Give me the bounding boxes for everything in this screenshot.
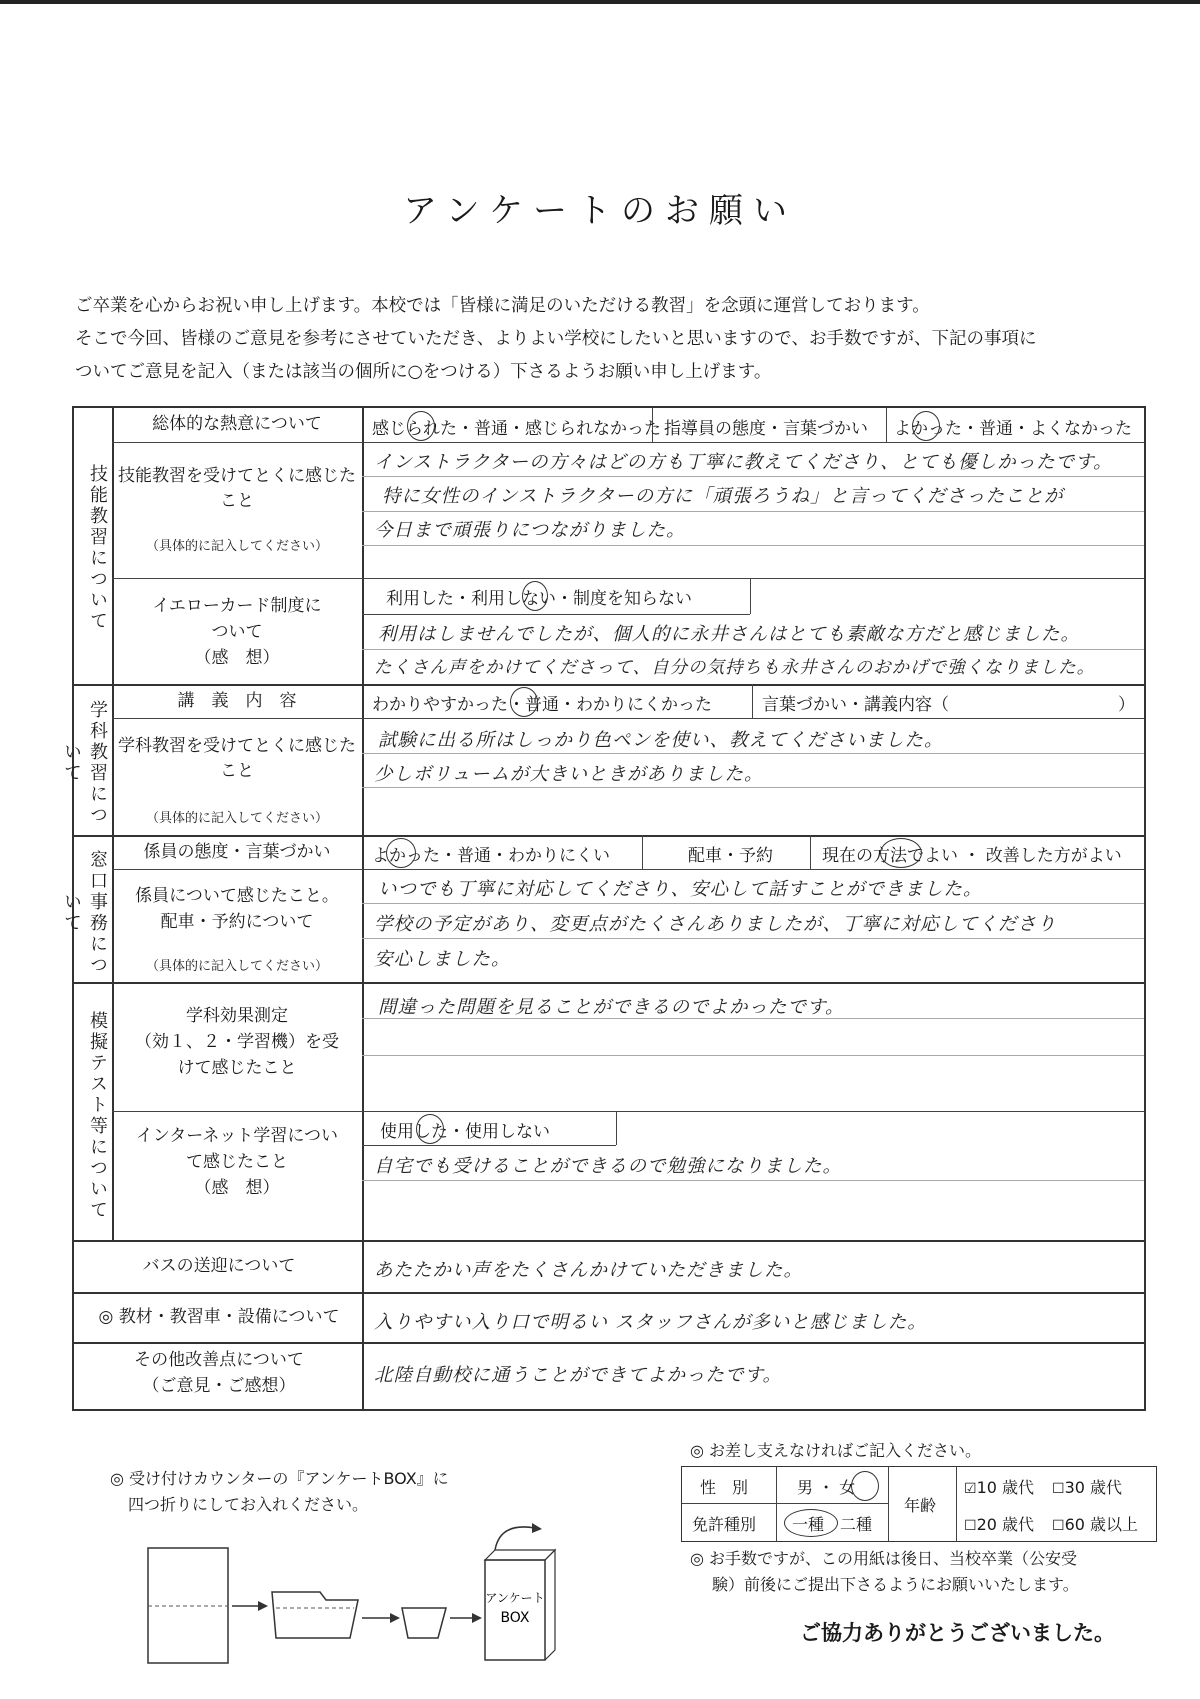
- arrow-curve-icon: [495, 1527, 535, 1550]
- intro-line: ついてご意見を記入（または該当の個所に○をつける）下さるようお願い申し上げます。: [75, 362, 772, 382]
- handwritten-answer: 入りやすい入り口で明るい スタッフさんが多いと感じました。: [374, 1312, 927, 1333]
- selection-circle: [880, 838, 922, 868]
- survey-table: [61, 406, 1146, 1411]
- submit-note: 験）前後にご提出下さるようにお願いいたします。: [712, 1575, 1079, 1594]
- effect-test-label: けて感じたこと: [177, 1058, 297, 1078]
- office-impression-note: （具体的に記入してください）: [145, 959, 328, 974]
- page-title: アンケートのお願い: [403, 191, 797, 231]
- selection-circle: [784, 1509, 838, 1537]
- handwritten-answer: インストラクターの方々はどの方も丁寧に教えてくださり、とても優しかったです。: [374, 452, 1113, 473]
- lecture-other-label: 言葉づかい・講義内容（: [762, 695, 949, 715]
- lecture-content-options[interactable]: わかりやすかった・普通・わかりにくかった: [372, 695, 712, 715]
- license-options[interactable]: 一種 二種: [792, 1515, 873, 1534]
- box-label: アンケート: [485, 1591, 545, 1605]
- section-divider: [74, 835, 1144, 837]
- section-heading-lecture: 学科教習について: [61, 700, 108, 826]
- office-impression-label: 配車・予約について: [160, 912, 314, 932]
- facility-label: ◎ 教材・教習車・設備について: [98, 1307, 340, 1327]
- handwritten-answer: たくさん声をかけてくださって、自分の気持ちも永井さんのおかげで強くなりました。: [374, 658, 1096, 678]
- info-table: [681, 1466, 1157, 1542]
- license-label: 免許種別: [692, 1515, 757, 1534]
- selection-circle: [851, 1471, 879, 1501]
- age-label: 年齢: [904, 1496, 937, 1515]
- effect-test-label: 学科効果測定: [186, 1006, 288, 1026]
- selection-circle: [912, 411, 940, 441]
- selection-circle: [510, 687, 538, 717]
- gender-options[interactable]: 男 ・ 女: [797, 1478, 856, 1497]
- age-60-checkbox[interactable]: ☐60 歳以上: [1052, 1515, 1139, 1534]
- handwritten-answer: 自宅でも受けることができるので勉強になりました。: [374, 1156, 843, 1177]
- intro-line: そこで今回、皆様のご意見を参考にさせていただき、よりよい学校にしたいと思いますので、お手数ですが、下記の事項に: [75, 329, 1037, 349]
- handwritten-answer: 試験に出る所はしっかり色ペンを使い、教えてくださいました。: [378, 730, 944, 751]
- section-divider: [74, 1342, 1144, 1344]
- handwritten-answer: 今日まで頑張りにつながりました。: [374, 520, 686, 541]
- enthusiasm-options[interactable]: 感じられた・普通・感じられなかった: [372, 419, 661, 439]
- section-divider: [74, 1292, 1144, 1294]
- yellow-card-options[interactable]: 利用した・利用しない・制度を知らない: [386, 589, 692, 609]
- box-label: BOX: [500, 1610, 530, 1626]
- lecture-impression-label: 学科教習を受けてとくに感じたこと: [118, 736, 356, 781]
- skill-impression-note: （具体的に記入してください）: [145, 539, 328, 554]
- staff-attitude-label: 係員の態度・言葉づかい: [143, 842, 331, 862]
- lecture-other-close: ）: [1118, 695, 1135, 715]
- thanks-text: ご協力ありがとうございました。: [800, 1621, 1115, 1645]
- selection-circle: [386, 838, 416, 868]
- info-header: ◎ お差し支えなければご記入ください。: [690, 1441, 982, 1460]
- top-border: [0, 0, 1200, 4]
- lecture-impression-note: （具体的に記入してください）: [145, 811, 328, 826]
- box-note: 四つ折りにしてお入れください。: [128, 1495, 369, 1514]
- section-divider: [74, 684, 1144, 686]
- submit-note: ◎ お手数ですが、この用紙は後日、当校卒業（公安受: [690, 1549, 1078, 1568]
- enthusiasm-label: 総体的な熱意について: [152, 414, 322, 434]
- folding-diagram: [140, 1520, 580, 1670]
- dispatch-label: 配車・予約: [688, 846, 773, 866]
- folded-paper-icon: [272, 1592, 358, 1638]
- section-divider: [74, 982, 1144, 984]
- skill-impression-label: 技能教習を受けてとくに感じたこと: [118, 466, 356, 511]
- intro-line: ご卒業を心からお祝い申し上げます。本校では「皆様に満足のいただける教習」を念頭に運営しております。: [75, 296, 930, 316]
- handwritten-answer: 利用はしませんでしたが、個人的に永井さんはとても素敵な方だと感じました。: [378, 624, 1081, 645]
- internet-learning-label: （感 想）: [194, 1178, 280, 1198]
- selection-circle: [407, 411, 435, 441]
- internet-learning-options[interactable]: 使用した・使用しない: [380, 1122, 550, 1142]
- handwritten-answer: 学校の予定があり、変更点がたくさんありましたが、丁寧に対応してくださり: [374, 914, 1057, 935]
- effect-test-label: （効１、２・学習機）を受: [135, 1032, 339, 1052]
- age-10-checkbox[interactable]: ☑10 歳代: [964, 1478, 1035, 1497]
- attitude-label: 指導員の態度・言葉づかい: [664, 419, 868, 439]
- yellow-card-label: （感 想）: [194, 648, 280, 668]
- section-divider: [74, 1240, 1144, 1242]
- other-label: （ご意見・ご感想）: [142, 1376, 296, 1396]
- lecture-content-label: 講 義 内 容: [177, 691, 297, 711]
- yellow-card-label: イエローカード制度に: [152, 596, 322, 616]
- handwritten-answer: 間違った問題を見ることができるのでよかったです。: [378, 997, 845, 1018]
- other-label: その他改善点について: [134, 1350, 304, 1370]
- handwritten-answer: 少しボリュームが大きいときがありました。: [374, 764, 764, 785]
- folded-quarter-icon: [402, 1608, 446, 1638]
- section-heading-mock: 模擬テスト等について: [87, 1010, 108, 1221]
- attitude-options[interactable]: よかった・普通・よくなかった: [894, 419, 1132, 439]
- selection-circle: [522, 581, 548, 611]
- internet-learning-label: インターネット学習につい: [135, 1126, 339, 1146]
- paper-sheet-icon: [148, 1548, 228, 1663]
- section-heading-office: 窓口事務について: [61, 850, 108, 976]
- age-20-checkbox[interactable]: ☐20 歳代: [964, 1515, 1035, 1534]
- divider: [362, 408, 364, 1409]
- handwritten-answer: あたたかい声をたくさんかけていただきました。: [374, 1260, 804, 1281]
- handwritten-answer: 特に女性のインストラクターの方に「頑張ろうね」と言ってくださったことが: [382, 486, 1064, 507]
- handwritten-answer: 北陸自動校に通うことができてよかったです。: [374, 1365, 783, 1386]
- yellow-card-label: ついて: [211, 622, 263, 642]
- age-30-checkbox[interactable]: ☐30 歳代: [1052, 1478, 1123, 1497]
- internet-learning-label: て感じたこと: [186, 1152, 288, 1172]
- selection-circle: [416, 1114, 444, 1144]
- staff-attitude-options[interactable]: よかった・普通・わかりにくい: [372, 846, 610, 866]
- handwritten-answer: 安心しました。: [374, 949, 511, 970]
- dispatch-options[interactable]: 現在の方法でよい ・ 改善した方がよい: [822, 846, 1122, 866]
- section-heading-skill: 技能教習について: [87, 464, 108, 632]
- bus-label: バスの送迎について: [142, 1256, 296, 1276]
- box-note: ◎ 受け付けカウンターの『アンケートBOX』に: [110, 1469, 449, 1488]
- gender-label: 性 別: [700, 1478, 749, 1497]
- office-impression-label: 係員について感じたこと。: [135, 886, 339, 906]
- handwritten-answer: いつでも丁寧に対応してくださり、安心して話すことができました。: [378, 879, 983, 900]
- intro-text: [75, 290, 1135, 389]
